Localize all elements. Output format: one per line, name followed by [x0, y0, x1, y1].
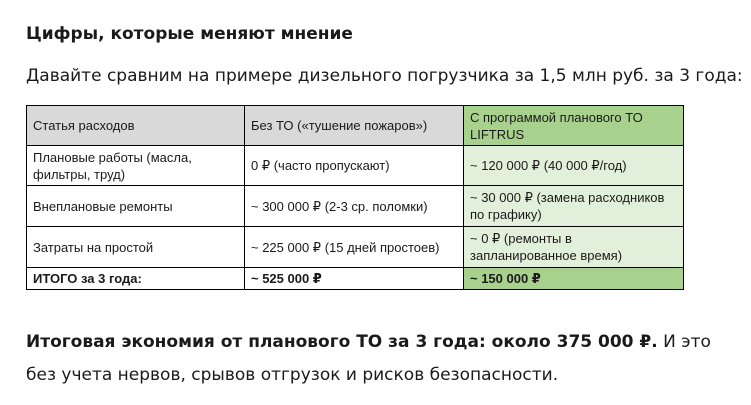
row-label-unplanned-repairs: Внеплановые ремонты: [27, 186, 245, 227]
cost-comparison-table: [26, 105, 684, 290]
intro-paragraph: Давайте сравним на примере дизельного погрузчика за 1,5 млн руб. за 3 года:: [26, 66, 743, 86]
table-header-row: [27, 106, 684, 146]
table-row: [27, 186, 684, 227]
row-label-total: ИТОГО за 3 года:: [27, 268, 245, 290]
row-label-planned-work: Плановые работы (масла, фильтры, труд): [27, 146, 245, 186]
header-with-maintenance: С программой планового ТО LIFTRUS: [464, 106, 684, 146]
summary-savings-bold: Итоговая экономия от планового ТО за 3 года: около 375 000 ₽.: [26, 332, 658, 352]
cell-with-maintenance: ~ 120 000 ₽ (40 000 ₽/год): [464, 146, 684, 186]
total-without-maintenance: ~ 525 000 ₽: [245, 268, 464, 290]
table-row: [27, 227, 684, 268]
header-without-maintenance: Без ТО («тушение пожаров»): [245, 106, 464, 146]
summary-paragraph: [26, 326, 726, 392]
total-with-maintenance: ~ 150 000 ₽: [464, 268, 684, 290]
cell-without-maintenance: ~ 225 000 ₽ (15 дней простоев): [245, 227, 464, 268]
cell-without-maintenance: 0 ₽ (часто пропускают): [245, 146, 464, 186]
table-row: [27, 146, 684, 186]
row-label-downtime-costs: Затраты на простой: [27, 227, 245, 268]
header-cost-item: Статья расходов: [27, 106, 245, 146]
section-heading: Цифры, которые меняют мнение: [26, 24, 353, 44]
cell-without-maintenance: ~ 300 000 ₽ (2-3 ср. поломки): [245, 186, 464, 227]
cell-with-maintenance: ~ 30 000 ₽ (замена расходников по графику): [464, 186, 684, 227]
summary-note: И это без учета нервов, срывов отгрузок и рисков безопасности.: [26, 332, 711, 385]
cell-with-maintenance: ~ 0 ₽ (ремонты в запланированное время): [464, 227, 684, 268]
table-total-row: [27, 268, 684, 290]
